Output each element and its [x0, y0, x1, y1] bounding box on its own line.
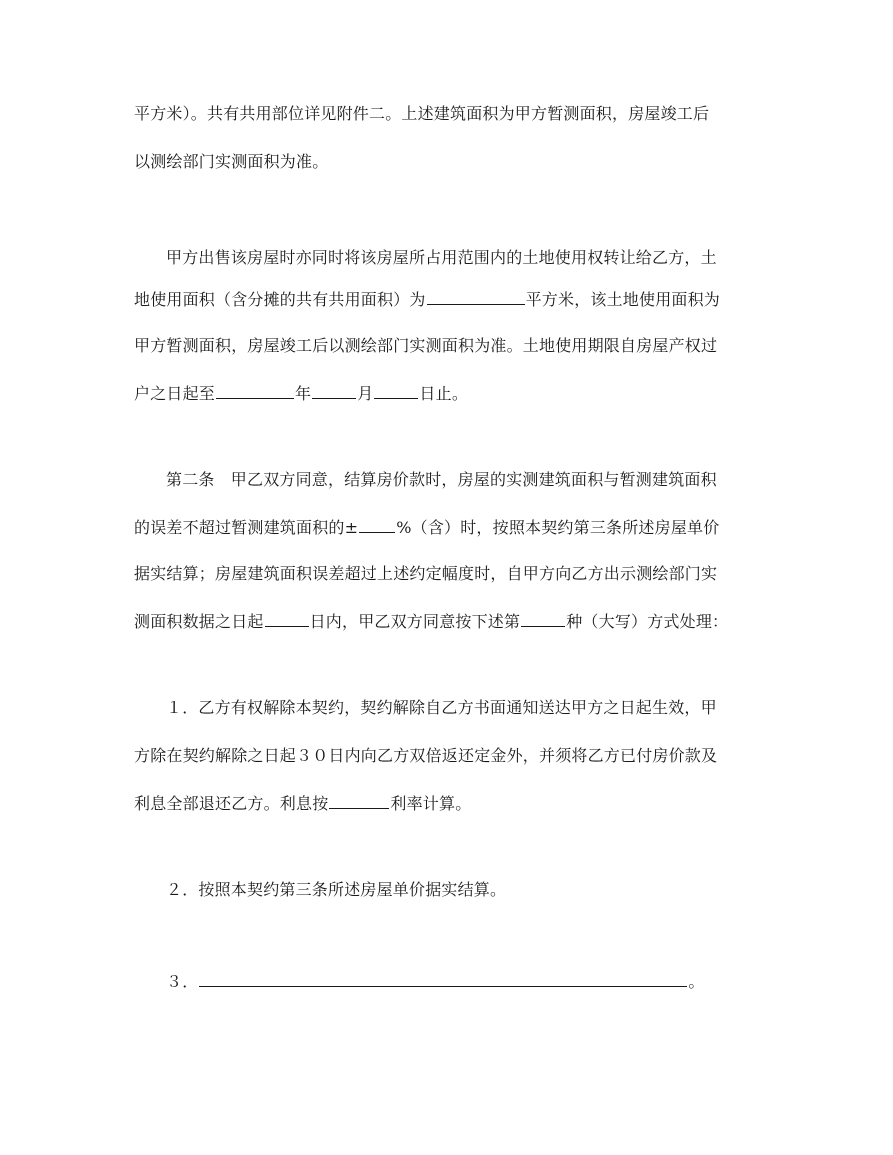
- para2-line1: 甲方出售该房屋时亦同时将该房屋所占用范围内的土地使用权转让给乙方，土: [166, 248, 717, 267]
- item3-label: ３．: [166, 972, 199, 991]
- para3-line4-text-a: 测面积数据之日起: [134, 612, 264, 631]
- item1-line3-text-a: 利息全部退还乙方。利息按: [134, 794, 329, 813]
- para2-line2-text-b: 平方米，该土地使用面积为: [525, 290, 721, 309]
- para3-line4-text-c: 种（大写）方式处理：: [566, 612, 729, 631]
- para3-line2: [134, 516, 719, 538]
- day-blank: [374, 382, 418, 399]
- para3-line4: [134, 610, 728, 632]
- para3-line3: 据实结算；房屋建筑面积误差超过上述约定幅度时，自甲方向乙方出示测绘部门实: [134, 564, 718, 583]
- para2-line4-text-b: 年: [295, 384, 312, 403]
- para2-line4-text-a: 户之日起至: [134, 384, 216, 403]
- para3-line2-text-b: %（含）时，按照本契约第三条所述房屋单价: [396, 518, 720, 537]
- option-blank: [521, 610, 565, 627]
- error-percent-blank: [359, 516, 395, 533]
- para2-line3: 甲方暂测面积，房屋竣工后以测绘部门实测面积为准。土地使用期限自房屋产权过: [134, 336, 718, 355]
- para2-line4-text-c: 月: [357, 384, 374, 403]
- land-area-blank: [427, 288, 525, 305]
- para2-line2-text-a: 地使用面积（含分摊的共有共用面积）为: [134, 290, 426, 309]
- para3-line4-text-b: 日内，甲乙双方同意按下述第: [309, 612, 521, 631]
- para1-line1: 平方米）。共有共用部位详见附件二。上述建筑面积为甲方暂测面积，房屋竣工后: [134, 104, 710, 123]
- para1-line2: 以测绘部门实测面积为准。: [134, 152, 329, 171]
- year-blank: [216, 382, 294, 399]
- interest-rate-blank: [329, 792, 389, 809]
- item3-end: 。: [688, 972, 705, 991]
- para2-line4: [134, 382, 468, 404]
- item2-line1: ２．按照本契约第三条所述房屋单价据实结算。: [166, 880, 507, 899]
- para2-line4-text-d: 日止。: [419, 384, 469, 403]
- para3-line2-text-a: 的误差不超过暂测建筑面积的±: [134, 518, 359, 537]
- item1-line3: [134, 792, 471, 814]
- para2-line2: [134, 288, 720, 310]
- item1-line1: １．乙方有权解除本契约，契约解除自乙方书面通知送达甲方之日起生效，甲: [166, 698, 717, 717]
- item3-line1: [166, 970, 705, 992]
- para3-line1: 第二条 甲乙双方同意，结算房价款时，房屋的实测建筑面积与暂测建筑面积: [166, 470, 717, 489]
- days-blank: [265, 610, 309, 627]
- item1-line2: 方除在契约解除之日起３０日内向乙方双倍返还定金外，并须将乙方已付房价款及: [134, 746, 718, 765]
- item3-blank: [199, 970, 687, 987]
- item1-line3-text-b: 利率计算。: [390, 794, 472, 813]
- month-blank: [312, 382, 356, 399]
